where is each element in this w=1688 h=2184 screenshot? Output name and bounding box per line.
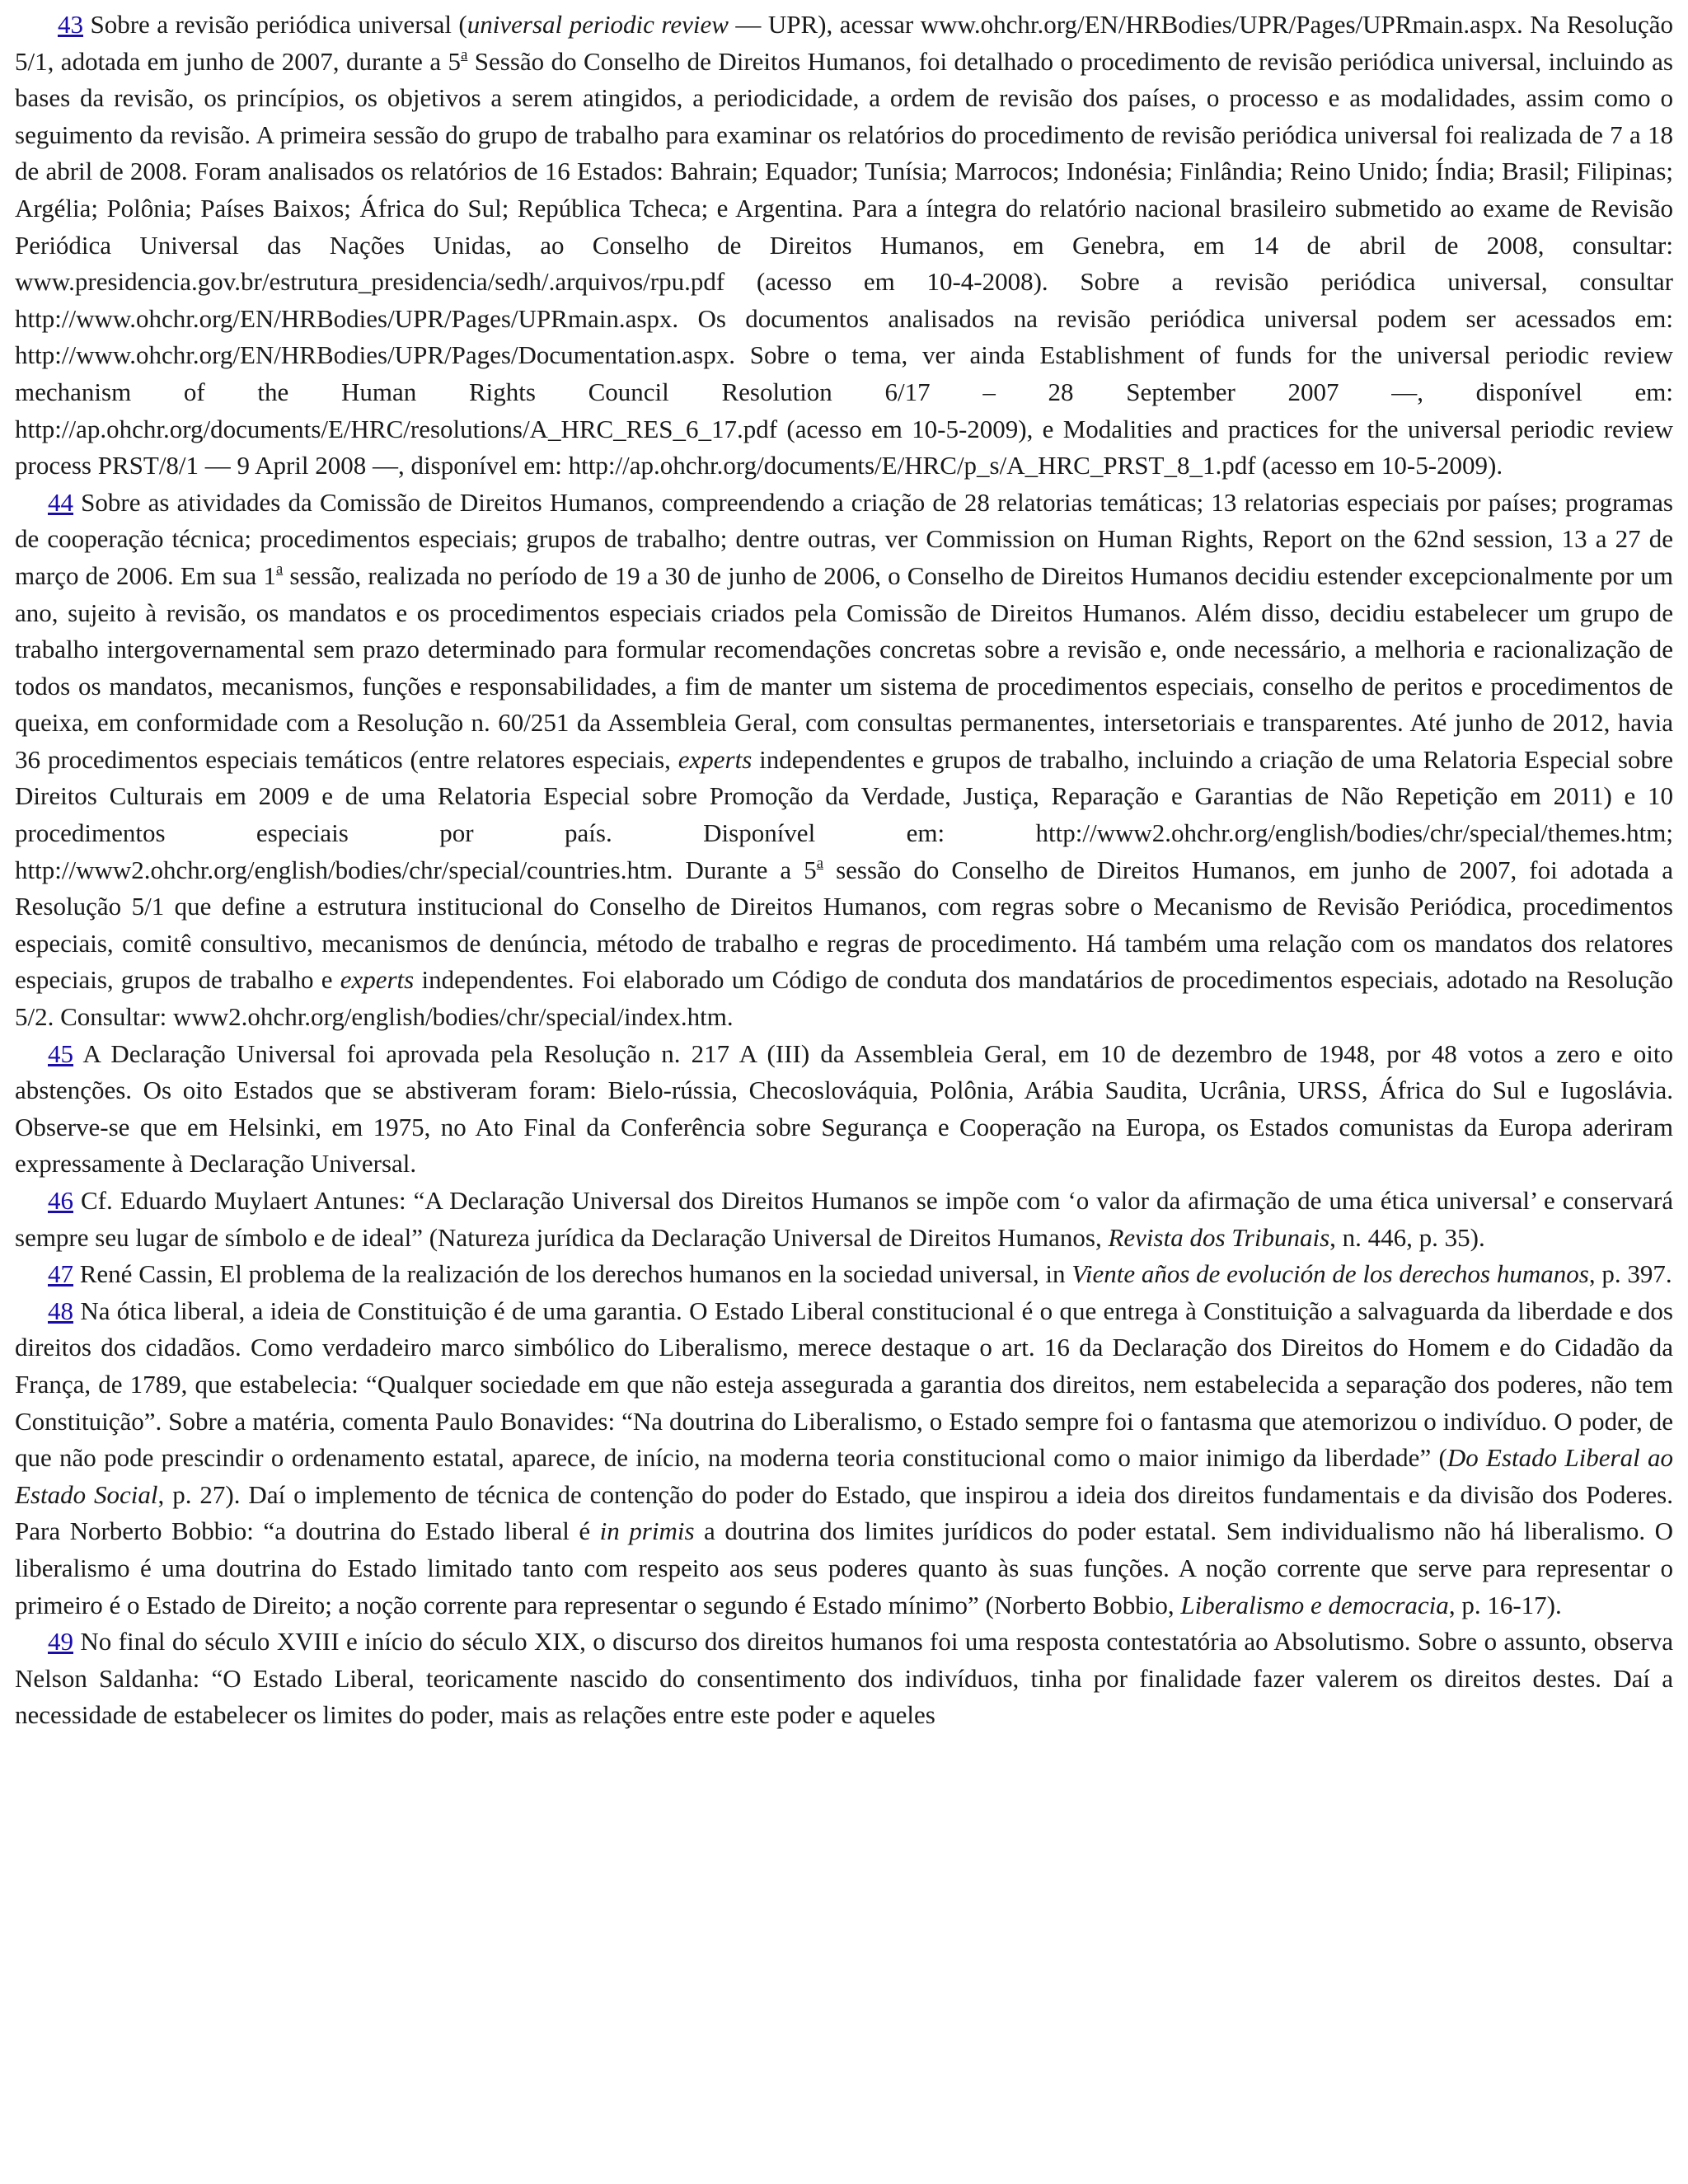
italic-text: experts xyxy=(340,965,415,995)
footnote-43 xyxy=(15,7,1673,485)
footnote-text: sessão, realizada no período de 19 a 30 de junho de 2006, o Conselho de Direitos Humanos decidiu estender excepcionalmente por um ano, sujeito à revisão, os mandatos e os procedimentos especiais criados pela Comissão de Direitos Humanos. Além disso, decidiu estabelecer um grupo de trabalho intergovernamental sem prazo determinado para formular recomendações concretas sobre a revisão e, onde necessário, a melhoria e racionalização de todos os mandatos, mecanismos, funções e responsabilidades, a fim de manter um sistema de procedimentos especiais, conselho de peritos e procedimentos de queixa, em conformidade com a Resolução n. 60/251 da Assembleia Geral, com consultas permanentes, intersetoriais e transparentes. Até junho de 2012, havia 36 procedimentos especiais temáticos (entre relatores especiais, xyxy=(15,560,1673,774)
italic-text: in primis xyxy=(599,1516,695,1546)
footnote-47 xyxy=(15,1256,1673,1293)
footnote-text: Sessão do Conselho de Direitos Humanos, foi detalhado o procedimento de revisão periódica universal, incluindo as bases da revisão, os princípios, os objetivos a serem atingidos, a periodicidade, a ordem de revisão dos países, o processo e as modalidades, assim como o seguimento da revisão. A primeira sessão do grupo de trabalho para examinar os relatórios do procedimento de revisão periódica universal foi realizada de 7 a 18 de abril de 2008. Foram analisados os relatórios de 16 Estados: Bahrain; Equador; Tunísia; Marrocos; Indonésia; Finlândia; Reino Unido; Índia; Brasil; Filipinas; Argélia; Polônia; Países Baixos; África do Sul; República Tcheca; e Argentina. Para a íntegra do relatório nacional brasileiro submetido ao exame de Revisão Periódica Universal das Nações Unidas, ao Conselho de Direitos Humanos, em Genebra, em 14 de abril de 2008, consultar: www.presidencia.gov.br/estrutura_presidencia/sedh/.arquivos/rpu.pdf (acesso em 10-4-2008). Sobre a revisão periódica universal, consultar http://www.ohchr.org/EN/HRBodies/UPR/Pages/UPRmain.aspx. Os documentos analisados na revisão periódica universal podem ser acessados em: http://www.ohchr.org/EN/HRBodies/UPR/Pages/Documentation.aspx. Sobre o tema, ver ainda Establishment of funds for the universal periodic review mechanism of the Human Rights Council Resolution 6/17 – 28 September 2007 —, disponível em: http://ap.ohchr.org/documents/E/HRC/resolutions/A_HRC_RES_6_17.pdf (acesso em 10-5-2009), e Modalities and practices for the universal periodic review process PRST/8/1 — 9 April 2008 —, disponível em: http://ap.ohchr.org/documents/E/HRC/p_s/A_HRC_PRST_8_1.pdf (acesso em 10-5-2009). xyxy=(15,46,1673,480)
footnote-text: No final do século XVIII e início do século XIX, o discurso dos direitos humanos foi uma resposta contestatória ao Absolutismo. Sobre o assunto, observa Nelson Saldanha: “O Estado Liberal, teoricamente nascido do consentimento dos indivíduos, tinha por finalidade fazer valerem os direitos destes. Daí a necessidade de estabelecer os limites do poder, mais as relações entre este poder e aqueles xyxy=(15,1627,1673,1730)
footnote-44 xyxy=(15,485,1673,1036)
footnote-text: , p. 397. xyxy=(1588,1259,1672,1289)
footnote-46 xyxy=(15,1183,1673,1256)
footnote-text: René Cassin, El problema de la realización de los derechos humanos en la sociedad universal, in xyxy=(73,1259,1072,1289)
footnote-text: — UPR), acessar www.ohchr.org/EN/HRBodies/UPR/Pages/UPRmain.aspx. Na Resolução 5/1, adotada em junho de 2007, durante a 5 xyxy=(15,10,1673,76)
footnote-number-link[interactable]: 49 xyxy=(48,1627,73,1657)
footnote-45 xyxy=(15,1036,1673,1183)
italic-text: universal periodic review xyxy=(467,10,729,39)
footnote-number-link[interactable]: 45 xyxy=(48,1038,73,1068)
footnote-text: A Declaração Universal foi aprovada pela Resolução n. 217 A (III) da Assembleia Geral, em 10 de dezembro de 1948, por 48 votos a zero e oito abstenções. Os oito Estados que se abstiveram foram: Bielo-rússia, Checoslováquia, Polônia, Arábia Saudita, Ucrânia, URSS, África do Sul e Iugoslávia. Observe-se que em Helsinki, em 1975, no Ato Final da Conferência sobre Segurança e Cooperação na Europa, os Estados comunistas da Europa aderiram expressamente à Declaração Universal. xyxy=(15,1038,1673,1179)
footnote-text: , p. 16-17). xyxy=(1448,1590,1562,1619)
footnote-text: , p. 27). Daí o implemento de técnica de contenção do poder do Estado, que inspirou a ideia dos direitos fundamentais e da divisão dos Poderes. Para Norberto Bobbio: “a doutrina do Estado liberal é xyxy=(15,1479,1673,1546)
italic-text: Liberalismo e democracia xyxy=(1180,1590,1449,1619)
footnote-number-link[interactable]: 46 xyxy=(48,1186,73,1215)
ordinal-indicator: a xyxy=(461,45,468,63)
footnote-number-link[interactable]: 48 xyxy=(48,1296,73,1325)
italic-text: Do Estado Liberal ao Estado Social xyxy=(15,1443,1673,1509)
footnote-text: Sobre as atividades da Comissão de Direitos Humanos, compreendendo a criação de 28 relatorias temáticas; 13 relatorias especiais por países; programas de cooperação técnica; procedimentos especiais; grupos de trabalho; dentre outras, ver Commission on Human Rights, Report on the 62nd session, 13 a 27 de março de 2006. Em sua 1 xyxy=(15,487,1673,590)
ordinal-indicator: a xyxy=(275,560,284,578)
footnote-48 xyxy=(15,1293,1673,1624)
footnote-text: a doutrina dos limites jurídicos do poder estatal. Sem individualismo não há liberalismo. O liberalismo é uma doutrina do Estado limitado tanto com respeito aos seus poderes quanto às suas funções. A noção corrente que serve para representar o primeiro é o Estado de Direito; a noção corrente para representar o segundo é Estado mínimo” (Norberto Bobbio, xyxy=(15,1516,1674,1619)
footnote-number-link[interactable]: 44 xyxy=(48,487,73,517)
footnote-49 xyxy=(15,1624,1673,1734)
footnote-number-link[interactable]: 43 xyxy=(58,10,83,39)
footnote-text: Cf. Eduardo Muylaert Antunes: “A Declaração Universal dos Direitos Humanos se impõe com ‘o valor da afirmação de uma ética universal’ e conservará sempre seu lugar de símbolo e de ideal” (Natureza jurídica da Declaração Universal de Direitos Humanos, xyxy=(15,1186,1673,1252)
footnote-text: independentes e grupos de trabalho, incluindo a criação de uma Relatoria Especial sobre Direitos Culturais em 2009 e de uma Relatoria Especial sobre Promoção da Verdade, Justiça, Reparação e Garantias de Não Repetição em 2011) e 10 procedimentos especiais por país. Disponível em: http://www2.ohchr.org/english/bodies/chr/special/themes.htm; http://www2.ohchr.org/english/bodies/chr/special/countries.htm. Durante a 5 xyxy=(15,744,1674,884)
footnote-text: independentes. Foi elaborado um Código de conduta dos mandatários de procedimentos especiais, adotado na Resolução 5/2. Consultar: www2.ohchr.org/english/bodies/chr/special/index.htm. xyxy=(15,965,1673,1032)
ordinal-indicator: a xyxy=(816,854,823,872)
footnotes-page xyxy=(15,7,1673,1734)
footnote-text: , n. 446, p. 35). xyxy=(1329,1222,1485,1252)
italic-text: Revista dos Tribunais xyxy=(1108,1222,1330,1252)
footnote-text: Na ótica liberal, a ideia de Constituição é de uma garantia. O Estado Liberal constitucional é o que entrega à Constituição a salvaguarda da liberdade e dos direitos dos cidadãos. Como verdadeiro marco simbólico do Liberalismo, merece destaque o art. 16 da Declaração dos Direitos do Homem e do Cidadão da França, de 1789, que estabelecia: “Qualquer sociedade em que não esteja assegurada a garantia dos direitos, nem estabelecida a separação dos poderes, não tem Constituição”. Sobre a matéria, comenta Paulo Bonavides: “Na doutrina do Liberalismo, o Estado sempre foi o fantasma que atemorizou o indivíduo. O poder, de que não pode prescindir o ordenamento estatal, aparece, de início, na moderna teoria constitucional como o maior inimigo da liberdade” ( xyxy=(15,1296,1673,1473)
footnote-text: Sobre a revisão periódica universal ( xyxy=(83,10,467,39)
footnote-number-link[interactable]: 47 xyxy=(48,1259,73,1289)
italic-text: experts xyxy=(678,744,753,774)
footnote-text: sessão do Conselho de Direitos Humanos, em junho de 2007, foi adotada a Resolução 5/1 que define a estrutura institucional do Conselho de Direitos Humanos, com regras sobre o Mecanismo de Revisão Periódica, procedimentos especiais, comitê consultivo, mecanismos de denúncia, método de trabalho e regras de procedimento. Há também uma relação com os mandatos dos relatores especiais, grupos de trabalho e xyxy=(15,855,1673,995)
italic-text: Viente años de evolución de los derechos humanos xyxy=(1071,1259,1589,1289)
